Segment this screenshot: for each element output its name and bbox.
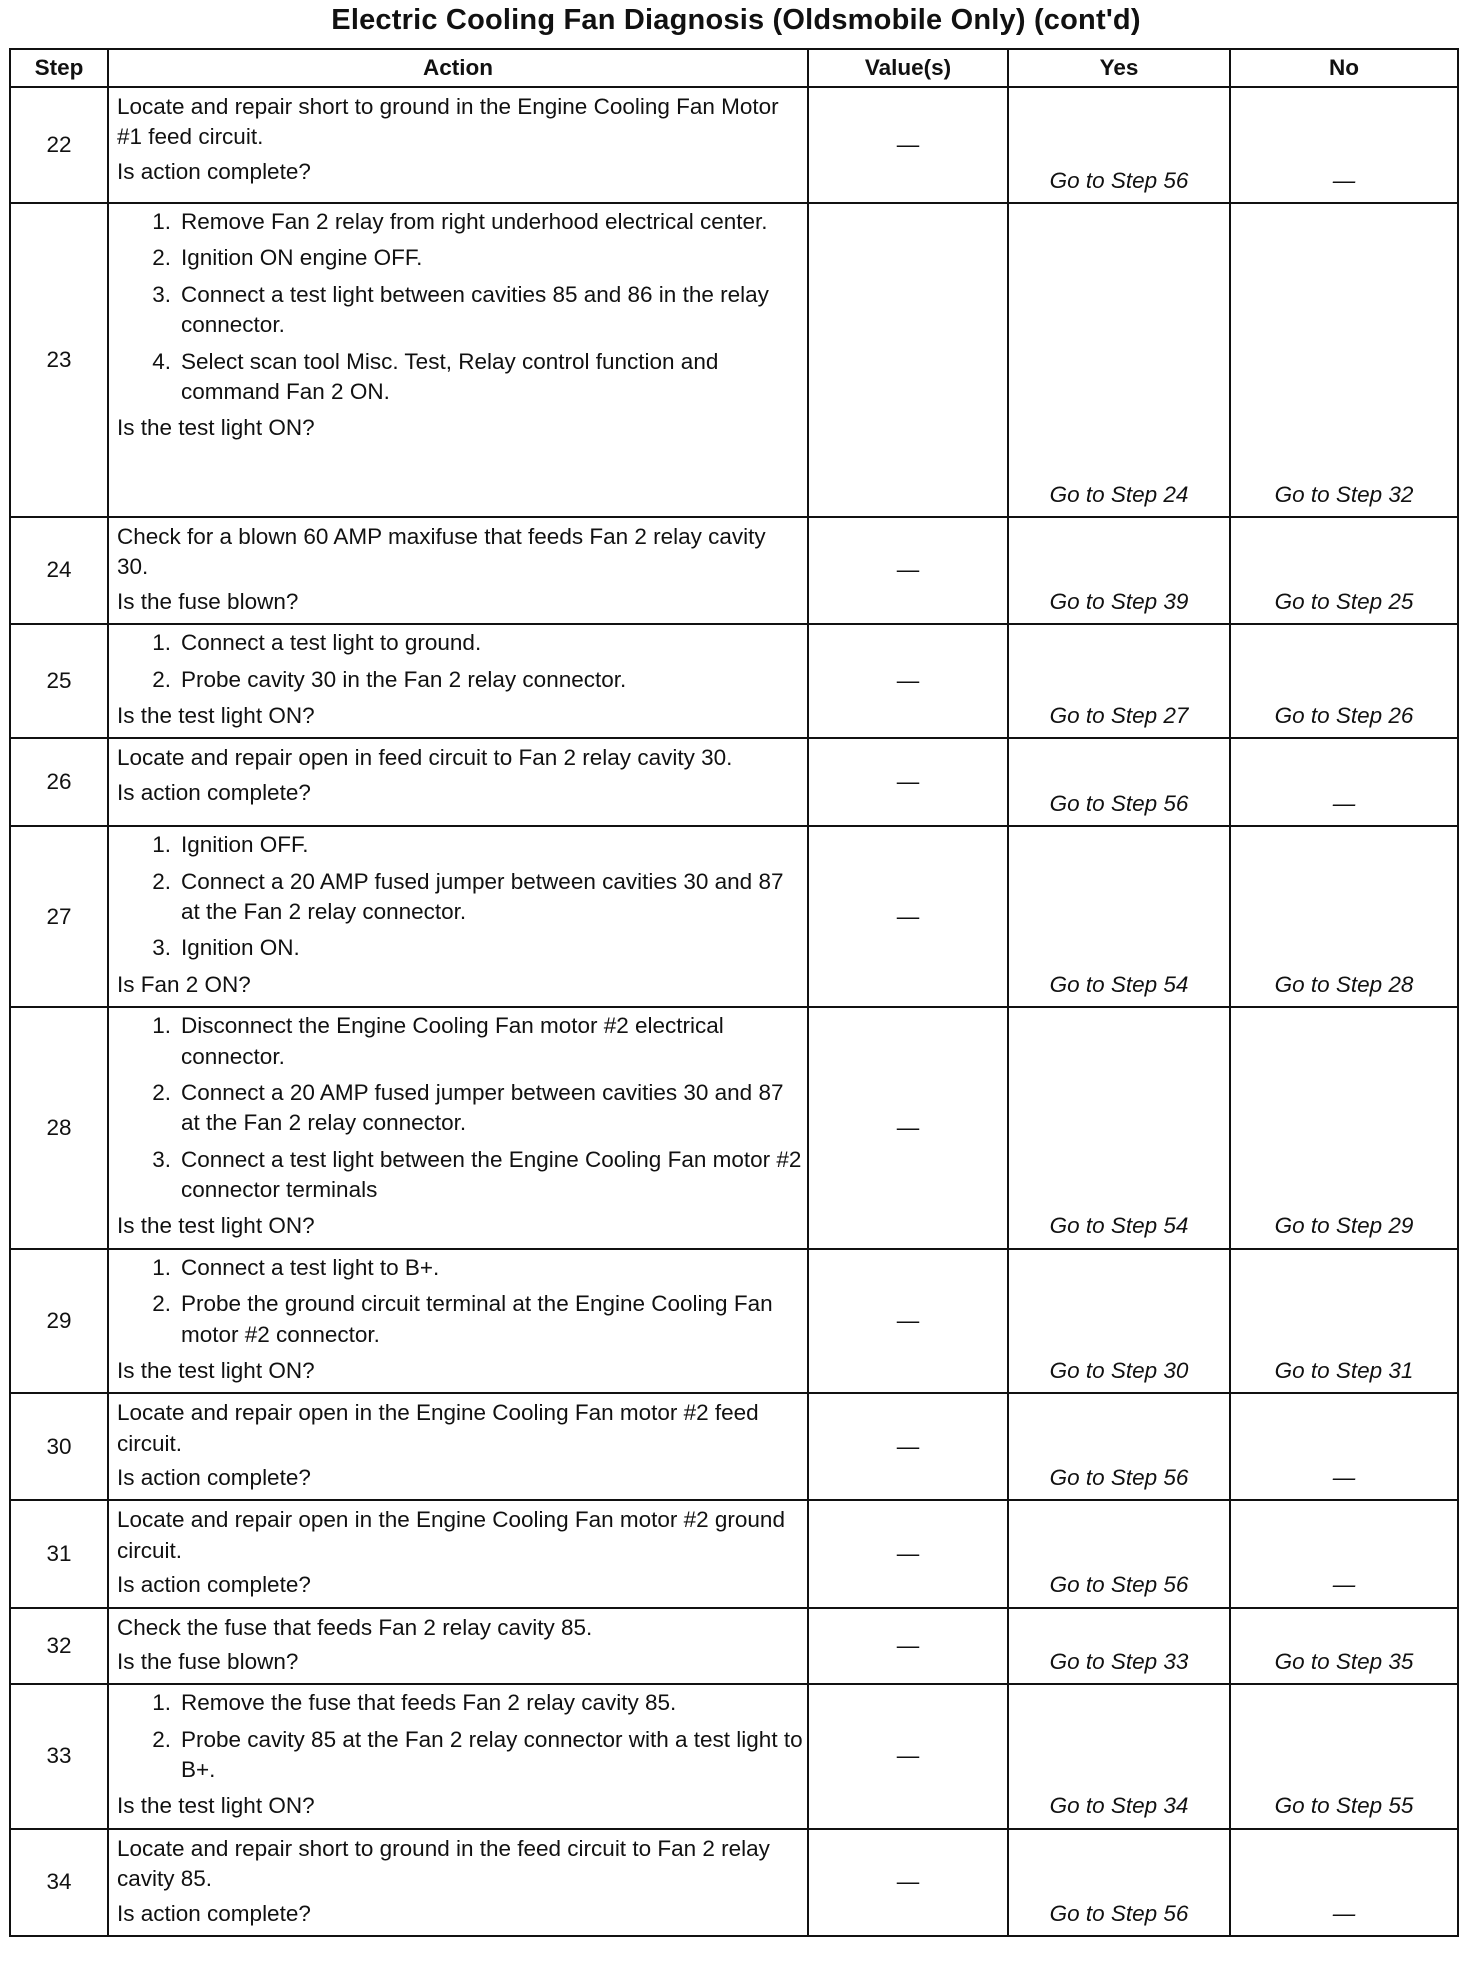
value-cell: — [808,1249,1008,1394]
value-cell: — [808,1500,1008,1607]
action-cell [108,203,808,517]
action-cell [108,1393,808,1500]
action-steps-list [117,830,803,964]
action-step-number: 1. [152,1013,171,1039]
page-title: Electric Cooling Fan Diagnosis (Oldsmobile Only) (cont'd) [331,4,1141,36]
action-question: Is the test light ON? [117,1213,315,1239]
yes-cell: Go to Step 56 [1008,87,1230,203]
table-row [10,1393,1458,1500]
yes-cell: Go to Step 54 [1008,1007,1230,1249]
action-question: Is action complete? [117,1572,311,1598]
value-cell: — [808,87,1008,203]
table-row [10,87,1458,203]
action-text: Check the fuse that feeds Fan 2 relay cavity 85. [117,1614,593,1640]
value-cell: — [808,1608,1008,1685]
table-row [10,1007,1458,1249]
action-step-text: Connect a 20 AMP fused jumper between cavities 30 and 87 at the Fan 2 relay connector. [181,1079,784,1136]
no-cell: Go to Step 26 [1230,624,1458,738]
header-no: No [1230,49,1458,87]
action-step-number: 1. [152,630,171,656]
table-row [10,1500,1458,1607]
action-step-item [117,933,803,963]
yes-cell: Go to Step 39 [1008,517,1230,624]
action-step-text: Probe the ground circuit terminal at the Engine Cooling Fan motor #2 connector. [181,1291,773,1347]
action-step-item [117,243,803,273]
action-cell [108,517,808,624]
action-step-number: 4. [152,348,171,374]
action-step-item [117,628,803,658]
action-cell [108,1608,808,1685]
action-step-number: 2. [152,1291,171,1317]
action-step-number: 2. [152,666,171,692]
value-cell: — [808,1684,1008,1829]
value-cell [808,203,1008,517]
action-step-item [117,280,803,341]
step-number: 26 [10,738,108,826]
action-step-number: 3. [152,1146,171,1172]
table-row [10,1608,1458,1685]
action-step-number: 2. [152,245,171,271]
action-cell [108,738,808,826]
table-row [10,517,1458,624]
action-cell [108,826,808,1007]
action-step-item [117,1078,803,1139]
value-cell: — [808,1393,1008,1500]
yes-cell: Go to Step 56 [1008,1500,1230,1607]
action-step-item [117,867,803,928]
action-question: Is action complete? [117,1465,311,1490]
action-step-text: Ignition ON. [181,935,300,961]
action-step-number: 3. [152,935,171,961]
action-step-item [117,207,803,237]
action-steps-list [117,207,803,407]
action-question: Is Fan 2 ON? [117,971,251,997]
action-text: Locate and repair open in feed circuit to Fan 2 relay cavity 30. [117,745,733,771]
header-yes: Yes [1008,49,1230,87]
header-action: Action [108,49,808,87]
step-number: 25 [10,624,108,738]
table-row [10,738,1458,826]
value-cell: — [808,738,1008,826]
step-number: 32 [10,1608,108,1685]
no-cell: Go to Step 55 [1230,1684,1458,1829]
yes-cell: Go to Step 24 [1008,203,1230,517]
action-steps-list [117,1253,803,1350]
action-step-item [117,1011,803,1072]
no-cell: Go to Step 29 [1230,1007,1458,1249]
step-number: 27 [10,826,108,1007]
no-cell: — [1230,738,1458,826]
no-cell: Go to Step 28 [1230,826,1458,1007]
action-step-text: Ignition ON engine OFF. [181,245,423,271]
action-step-number: 1. [152,1690,171,1716]
action-text: Locate and repair open in the Engine Cooling Fan motor #2 ground circuit. [117,1507,785,1563]
action-steps-list [117,1011,803,1205]
table-row [10,1249,1458,1394]
action-step-text: Connect a 20 AMP fused jumper between cavities 30 and 87 at the Fan 2 relay connector. [181,868,784,924]
action-cell [108,1684,808,1829]
action-step-number: 1. [152,1254,171,1280]
diagnosis-table [9,48,1459,1937]
yes-cell: Go to Step 33 [1008,1608,1230,1685]
action-step-text: Remove Fan 2 relay from right underhood electrical center. [181,209,768,234]
value-cell: — [808,1007,1008,1249]
action-question: Is the fuse blown? [117,1648,299,1674]
no-cell: Go to Step 25 [1230,517,1458,624]
yes-cell: Go to Step 27 [1008,624,1230,738]
action-step-text: Connect a test light to B+. [181,1254,440,1280]
action-step-text: Probe cavity 85 at the Fan 2 relay connector with a test light to B+. [181,1726,803,1782]
action-step-text: Connect a test light between cavities 85 and 86 in the relay connector. [181,281,769,338]
action-step-item [117,830,803,860]
table-row [10,1684,1458,1829]
table-row [10,624,1458,738]
action-question: Is action complete? [117,779,311,805]
step-number: 28 [10,1007,108,1249]
yes-cell: Go to Step 30 [1008,1249,1230,1394]
action-step-item [117,1145,803,1206]
action-step-item [117,1253,803,1283]
action-cell [108,1829,808,1936]
action-question: Is action complete? [117,1900,311,1926]
action-step-number: 1. [152,209,171,234]
yes-cell: Go to Step 56 [1008,1393,1230,1500]
action-cell [108,1007,808,1249]
action-step-text: Probe cavity 30 in the Fan 2 relay connector. [181,666,627,692]
step-number: 29 [10,1249,108,1394]
action-question: Is the test light ON? [117,415,315,441]
no-cell: — [1230,87,1458,203]
action-step-text: Disconnect the Engine Cooling Fan motor #2 electrical connector. [181,1013,724,1069]
action-question: Is the fuse blown? [117,588,299,614]
action-step-text: Remove the fuse that feeds Fan 2 relay cavity 85. [181,1690,677,1716]
table-row [10,1829,1458,1936]
yes-cell: Go to Step 56 [1008,738,1230,826]
action-step-item [117,347,803,408]
action-step-item [117,1289,803,1350]
action-text: Check for a blown 60 AMP maxifuse that feeds Fan 2 relay cavity 30. [117,524,766,580]
step-number: 34 [10,1829,108,1936]
yes-cell: Go to Step 54 [1008,826,1230,1007]
header-row [10,49,1458,87]
action-cell [108,624,808,738]
header-value: Value(s) [808,49,1008,87]
value-cell: — [808,517,1008,624]
no-cell: Go to Step 31 [1230,1249,1458,1394]
value-cell: — [808,826,1008,1007]
action-question: Is the test light ON? [117,1357,315,1383]
step-number: 31 [10,1500,108,1607]
action-cell [108,87,808,203]
action-steps-list [117,628,803,695]
step-number: 22 [10,87,108,203]
action-question: Is action complete? [117,158,311,184]
yes-cell: Go to Step 34 [1008,1684,1230,1829]
no-cell: Go to Step 32 [1230,203,1458,517]
action-step-text: Connect a test light to ground. [181,630,482,656]
action-step-number: 2. [152,1726,171,1752]
yes-cell: Go to Step 56 [1008,1829,1230,1936]
action-step-item [117,1725,803,1786]
action-cell [108,1249,808,1394]
action-step-text: Select scan tool Misc. Test, Relay control function and command Fan 2 ON. [181,348,719,404]
action-text: Locate and repair open in the Engine Cooling Fan motor #2 feed circuit. [117,1400,759,1456]
action-step-text: Ignition OFF. [181,832,309,858]
step-number: 23 [10,203,108,517]
header-step: Step [10,49,108,87]
action-question: Is the test light ON? [117,702,315,728]
action-step-number: 1. [152,832,171,858]
table-row [10,826,1458,1007]
action-steps-list [117,1688,803,1785]
step-number: 33 [10,1684,108,1829]
no-cell: — [1230,1829,1458,1936]
action-step-number: 3. [152,281,171,307]
no-cell: Go to Step 35 [1230,1608,1458,1685]
action-step-text: Connect a test light between the Engine Cooling Fan motor #2 connector terminals [181,1146,802,1202]
no-cell: — [1230,1393,1458,1500]
action-step-number: 2. [152,1079,171,1105]
action-cell [108,1500,808,1607]
step-number: 24 [10,517,108,624]
action-question: Is the test light ON? [117,1793,315,1819]
no-cell: — [1230,1500,1458,1607]
action-step-item [117,1688,803,1718]
action-step-item [117,665,803,695]
action-text: Locate and repair short to ground in the feed circuit to Fan 2 relay cavity 85. [117,1835,770,1892]
value-cell: — [808,1829,1008,1936]
table-body [10,87,1458,1936]
action-step-number: 2. [152,868,171,894]
action-text: Locate and repair short to ground in the Engine Cooling Fan Motor #1 feed circuit. [117,94,779,150]
table-row [10,203,1458,517]
step-number: 30 [10,1393,108,1500]
value-cell: — [808,624,1008,738]
